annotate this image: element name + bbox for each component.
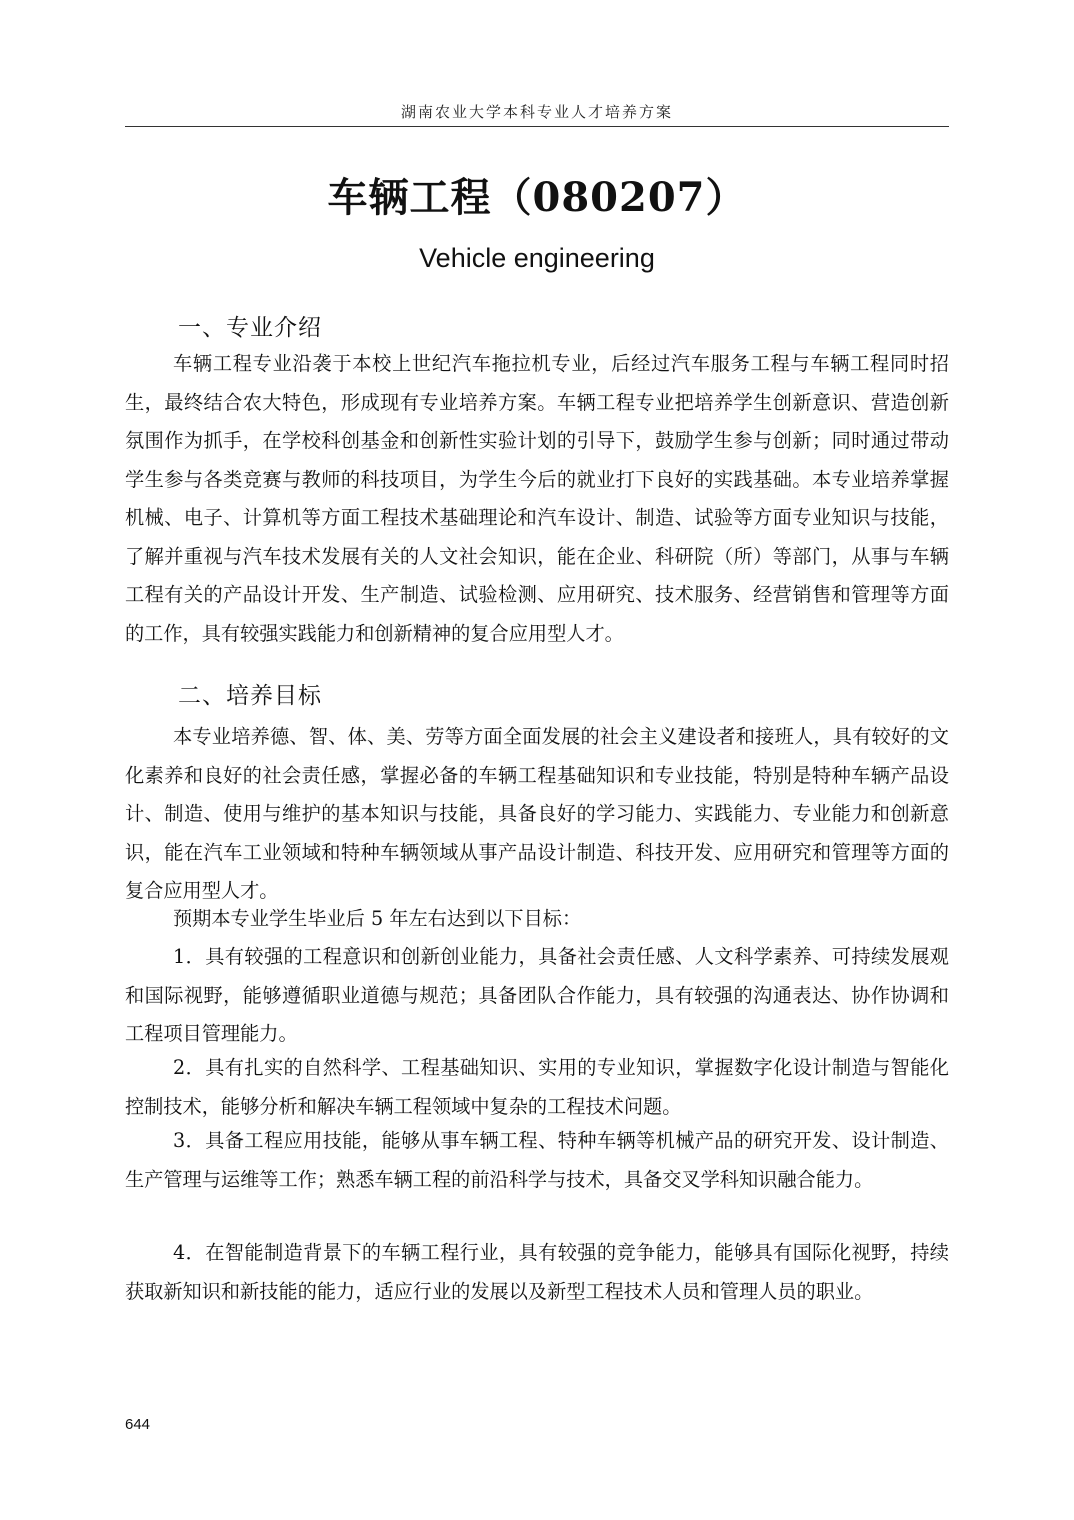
running-header: [125, 100, 949, 127]
objectives-preface: 预期本专业学生毕业后 5 年左右达到以下目标：: [173, 907, 582, 930]
goal-item-3: 3．具备工程应用技能，能够从事车辆工程、特种车辆等机械产品的研究开发、设计制造、生产管理与运维等工作；熟悉车辆工程的前沿科学与技术，具备交叉学科知识融合能力。: [125, 1129, 949, 1191]
section-heading-objectives: 二、培养目标: [178, 683, 322, 709]
page-subtitle: Vehicle engineering: [419, 243, 655, 273]
objectives-paragraph: 本专业培养德、智、体、美、劳等方面全面发展的社会主义建设者和接班人，具有较好的文化素养和良好的社会责任感，掌握必备的车辆工程基础知识和专业技能，特别是特种车辆产品设计、制造、使用与维护的基本知识与技能，具备良好的学习能力、实践能力、专业能力和创新意识，能在汽车工业领域和特种车辆领域从事产品设计制造、科技开发、应用研究和管理等方面的复合应用型人才。: [125, 725, 949, 902]
introduction-paragraph: 车辆工程专业沿袭于本校上世纪汽车拖拉机专业，后经过汽车服务工程与车辆工程同时招生，最终结合农大特色，形成现有专业培养方案。车辆工程专业把培养学生创新意识、营造创新氛围作为抓手，在学校科创基金和创新性实验计划的引导下，鼓励学生参与创新；同时通过带动学生参与各类竞赛与教师的科技项目，为学生今后的就业打下良好的实践基础。本专业培养掌握机械、电子、计算机等方面工程技术基础理论和汽车设计、制造、试验等方面专业知识与技能，了解并重视与汽车技术发展有关的人文社会知识，能在企业、科研院（所）等部门，从事与车辆工程有关的产品设计开发、生产制造、试验检测、应用研究、技术服务、经营销售和管理等方面的工作，具有较强实践能力和创新精神的复合应用型人才。: [125, 352, 949, 645]
running-header-title: 湖南农业大学本科专业人才培养方案: [400, 103, 673, 121]
section-heading-introduction: 一、专业介绍: [178, 315, 322, 341]
goal-item-4: 4．在智能制造背景下的车辆工程行业，具有较强的竞争能力，能够具有国际化视野，持续获取新知识和新技能的能力，适应行业的发展以及新型工程技术人员和管理人员的职业。: [125, 1241, 949, 1303]
page-title: 车辆工程（080207）: [327, 174, 747, 221]
page-number: 644: [125, 1416, 151, 1433]
goal-item-2: 2．具有扎实的自然科学、工程基础知识、实用的专业知识，掌握数字化设计制造与智能化控制技术，能够分析和解决车辆工程领域中复杂的工程技术问题。: [125, 1056, 949, 1118]
goal-item-1: 1．具有较强的工程意识和创新创业能力，具备社会责任感、人文科学素养、可持续发展观和国际视野，能够遵循职业道德与规范；具备团队合作能力，具有较强的沟通表达、协作协调和工程项目管理能力。: [125, 945, 949, 1045]
